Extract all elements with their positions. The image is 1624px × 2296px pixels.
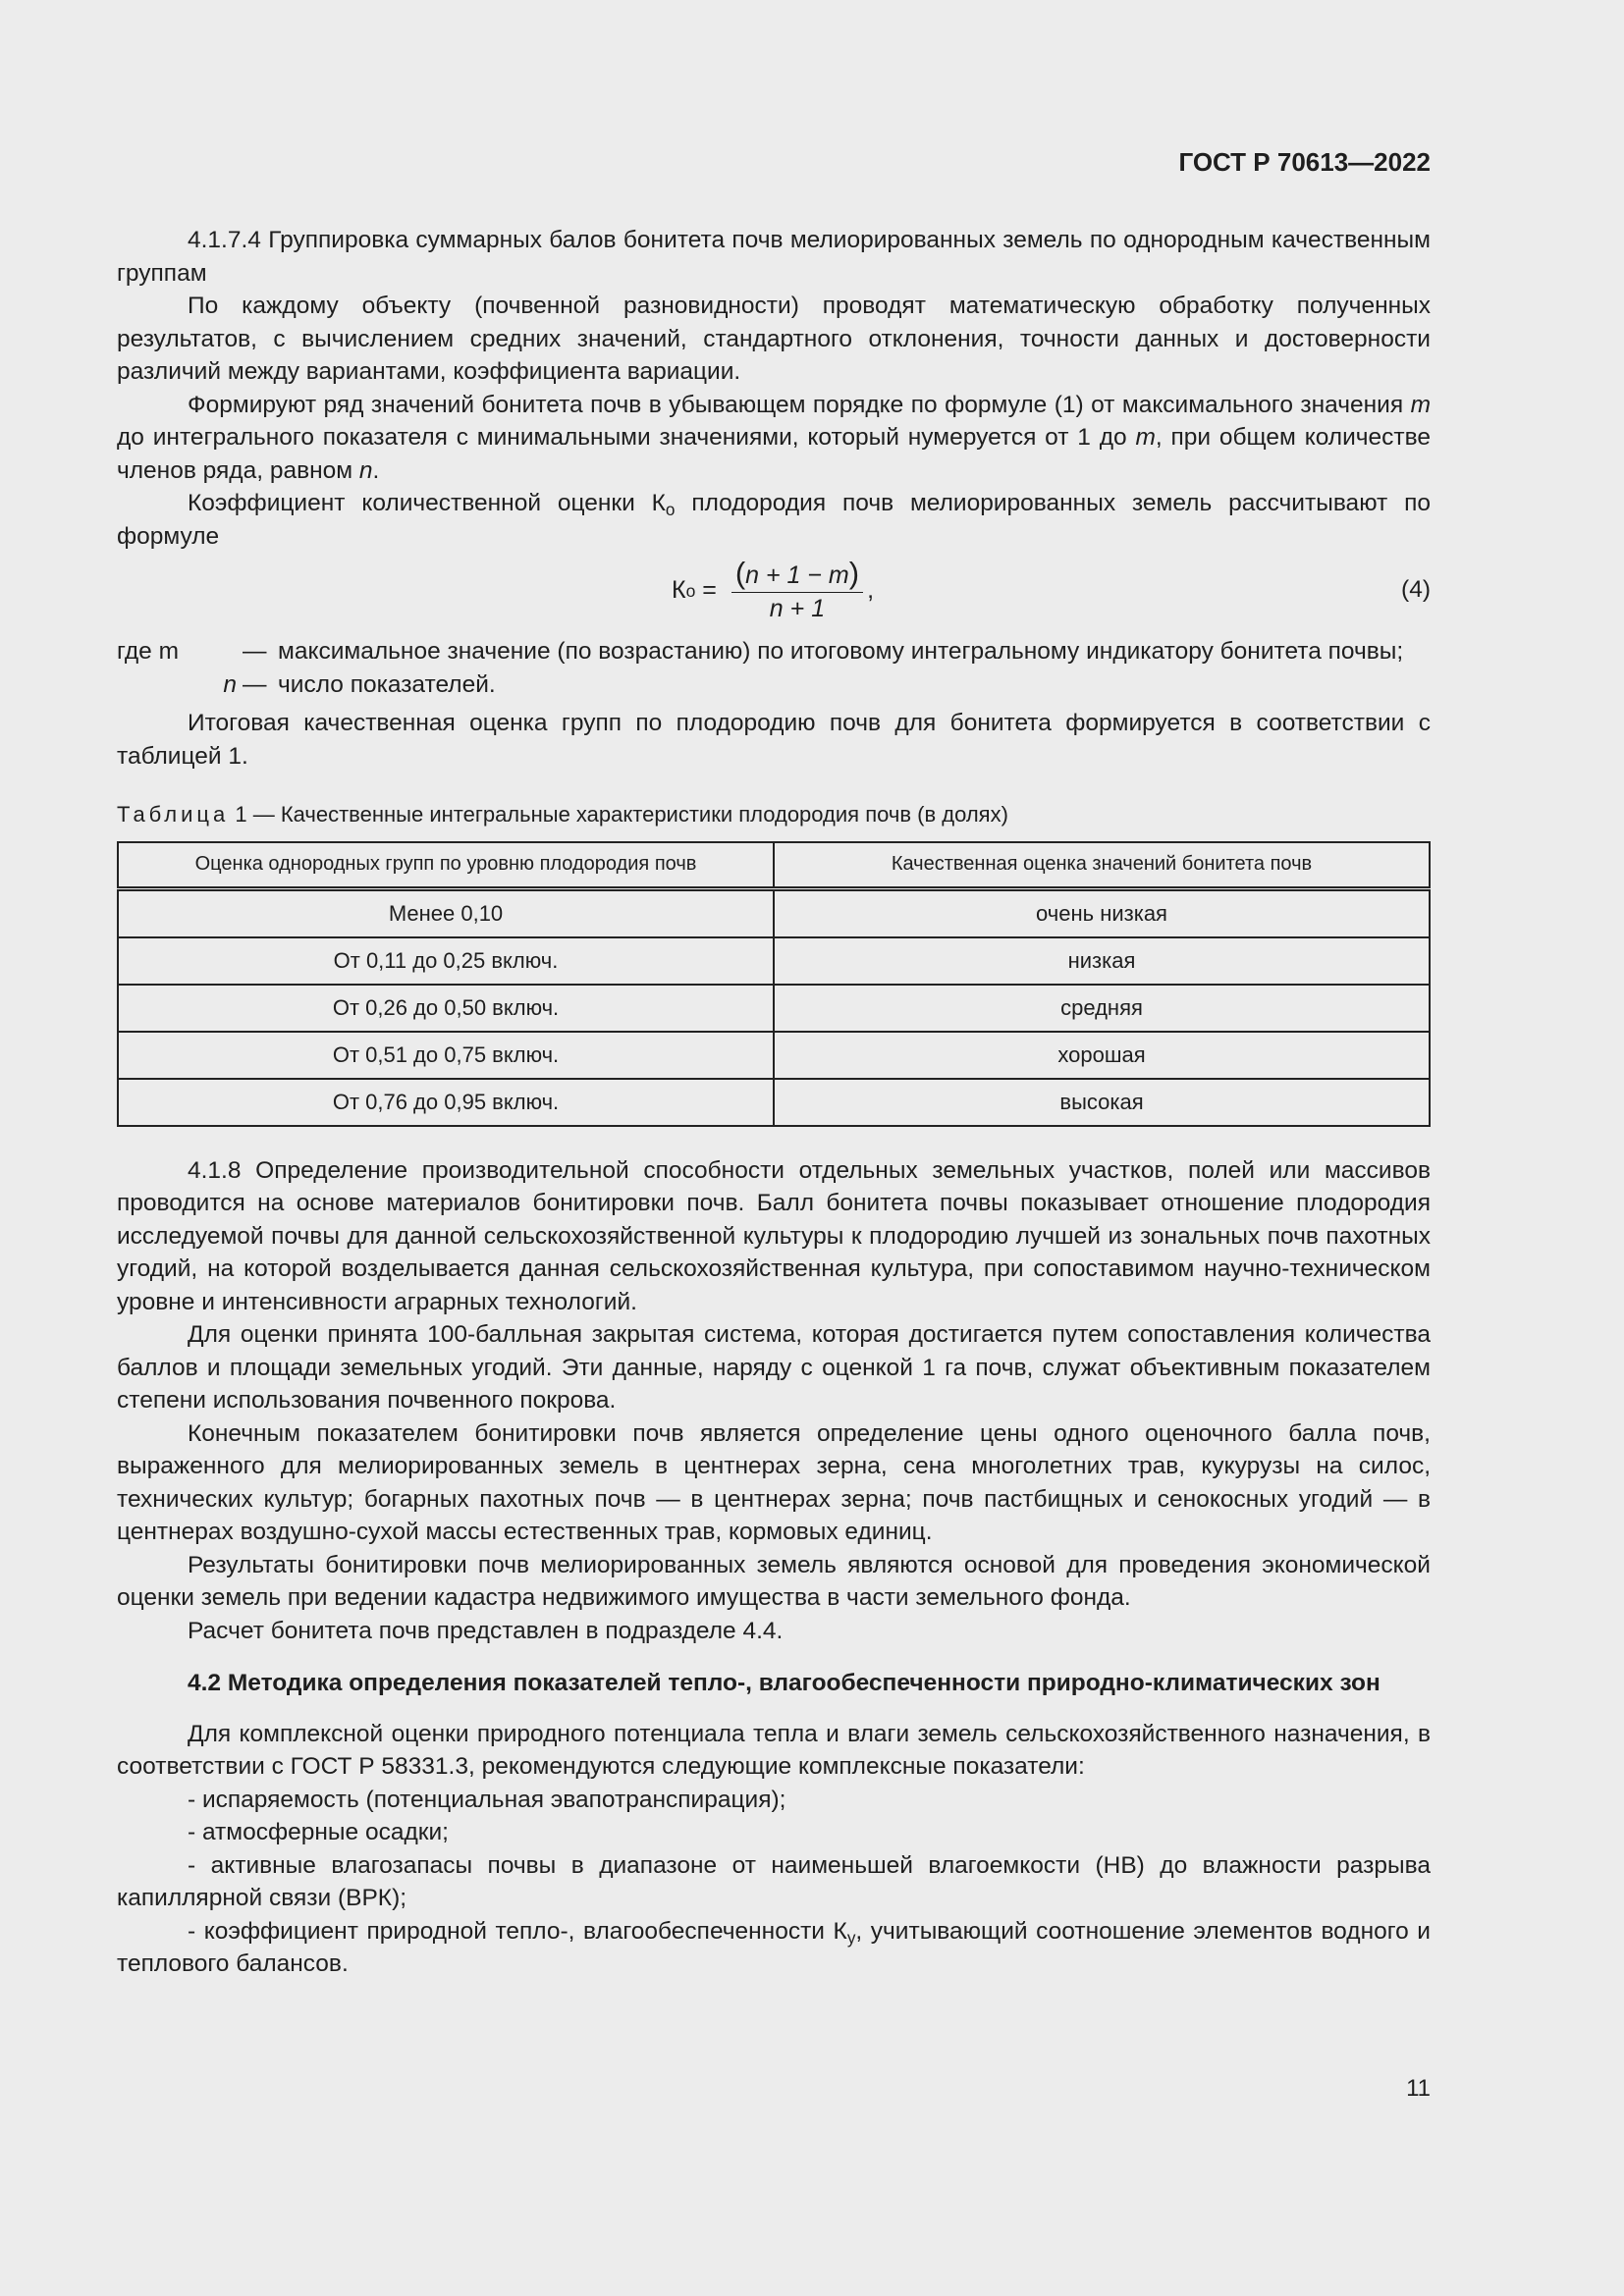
table-row: От 0,11 до 0,25 включ. низкая bbox=[118, 937, 1430, 985]
table-row: От 0,51 до 0,75 включ. хорошая bbox=[118, 1032, 1430, 1079]
table-row: Менее 0,10 очень низкая bbox=[118, 888, 1430, 937]
paragraph-coefficient: Коэффициент количественной оценки $К_о$ плодородия почв мелиорированных земель рассчитывают по формуле bbox=[117, 490, 1431, 550]
definition-n: n — число показателей. bbox=[223, 670, 496, 698]
document-page bbox=[117, 0, 1431, 2296]
formula-number: (4) bbox=[1401, 576, 1431, 603]
list-item: - коэффициент природной тепло-, влагообеспеченности $К_у$, учитывающий соотношение элементов водного и теплового балансов. bbox=[117, 1917, 1431, 1977]
paragraph-42-intro: Для комплексной оценки природного потенциала тепла и влаги земель сельскохозяйственного назначения, в соответствии с ГОСТ Р 58331.3, рекомендуются следующие комплексные показатели: bbox=[117, 1720, 1431, 1780]
paragraph-418-results: Результаты бонитировки почв мелиорированных земель являются основой для проведения экономической оценки земель при ведении кадастра недвижимого имущества в части земельного фонда. bbox=[117, 1551, 1431, 1611]
section-heading-42: 4.2 Методика определения показателей тепло-, влагообеспеченности природно-климатических зон bbox=[188, 1670, 1380, 1696]
definition-m: где m — максимальное значение (по возрастанию) по итоговому интегральному индикатору бонитета почвы; bbox=[117, 638, 1404, 665]
list-item: - активные влагозапасы почвы в диапазоне от наименьшей влагоемкости (НВ) до влажности разрыва капиллярной связи (ВРК); bbox=[117, 1851, 1431, 1911]
paragraph-series: Формируют ряд значений бонитета почв в убывающем порядке по формуле (1) от максимального значения m до интегрального показателя с минимальными значениями, который нумеруется от 1 до m, при общем количестве членов ряда, равном n. bbox=[117, 391, 1431, 484]
fertility-table bbox=[117, 841, 1431, 1127]
paragraph-processing: По каждому объекту (почвенной разновидности) проводят математическую обработку полученных результатов, с вычислением средних значений, стандартного отклонения, точности данных и достоверности различий между вариантами, коэффициента вариации. bbox=[117, 293, 1431, 385]
list-item: - испаряемость (потенциальная эвапотранспирация); bbox=[188, 1786, 786, 1813]
body-text bbox=[117, 224, 1431, 1981]
formula-fraction: $\frac{(n + 1 - m)}{n + 1}$ bbox=[731, 557, 863, 625]
table-header-quality: Качественная оценка значений бонитета почв bbox=[774, 842, 1430, 889]
page-number: 11 bbox=[1406, 2075, 1431, 2102]
table-row: От 0,76 до 0,95 включ. высокая bbox=[118, 1079, 1430, 1126]
table-header-groups: Оценка однородных групп по уровню плодородия почв bbox=[118, 842, 774, 889]
formula-4 bbox=[117, 555, 1431, 631]
paragraph-418-scale: Для оценки принята 100-балльная закрытая система, которая достигается путем сопоставления количества баллов и площади земельных угодий. Эти данные, наряду с оценкой 1 га почв, служат объективным показателем степени использования почвенного покрова. bbox=[117, 1321, 1431, 1414]
list-item: - атмосферные осадки; bbox=[188, 1819, 449, 1845]
standard-code-header: ГОСТ Р 70613—2022 bbox=[1178, 147, 1431, 177]
formula-expression: К о = $\frac{(n + 1 - m)}{n + 1}$ , bbox=[672, 557, 874, 625]
paragraph-table-ref: Итоговая качественная оценка групп по плодородию почв для бонитета формируется в соответствии с таблицей 1. bbox=[117, 710, 1431, 770]
table-row: От 0,26 до 0,50 включ. средняя bbox=[118, 985, 1430, 1032]
paragraph-418: 4.1.8 Определение производительной способности отдельных земельных участков, полей или массивов проводится на основе материалов бонитировки почв. Балл бонитета почвы показывает отношение плодородия исследуемой почвы для данной сельскохозяйственной культуры к плодородию лучшей из зональных почв пахотных угодий, на которой возделывается данная сельскохозяйственная культура, при сопоставимом научно-техническом уровне и интенсивности аграрных технологий. bbox=[117, 1156, 1431, 1315]
paragraph-418-ref: Расчет бонитета почв представлен в подразделе 4.4. bbox=[188, 1617, 784, 1644]
table-caption: Таблица 1 — Качественные интегральные характеристики плодородия почв (в долях) bbox=[117, 802, 1008, 827]
paragraph-4174-title: 4.1.7.4 Группировка суммарных балов бонитета почв мелиорированных земель по однородным качественным группам bbox=[117, 227, 1431, 287]
paragraph-418-price: Конечным показателем бонитировки почв является определение цены одного оценочного балла почв, выраженного для мелиорированных земель в центнерах зерна, сена многолетних трав, кукурузы на силос, технических культур; богарных пахотных почв — в центнерах зерна; почв пастбищных и сенокосных угодий — в центнерах воздушно-сухой массы естественных трав, кормовых единиц. bbox=[117, 1419, 1431, 1545]
